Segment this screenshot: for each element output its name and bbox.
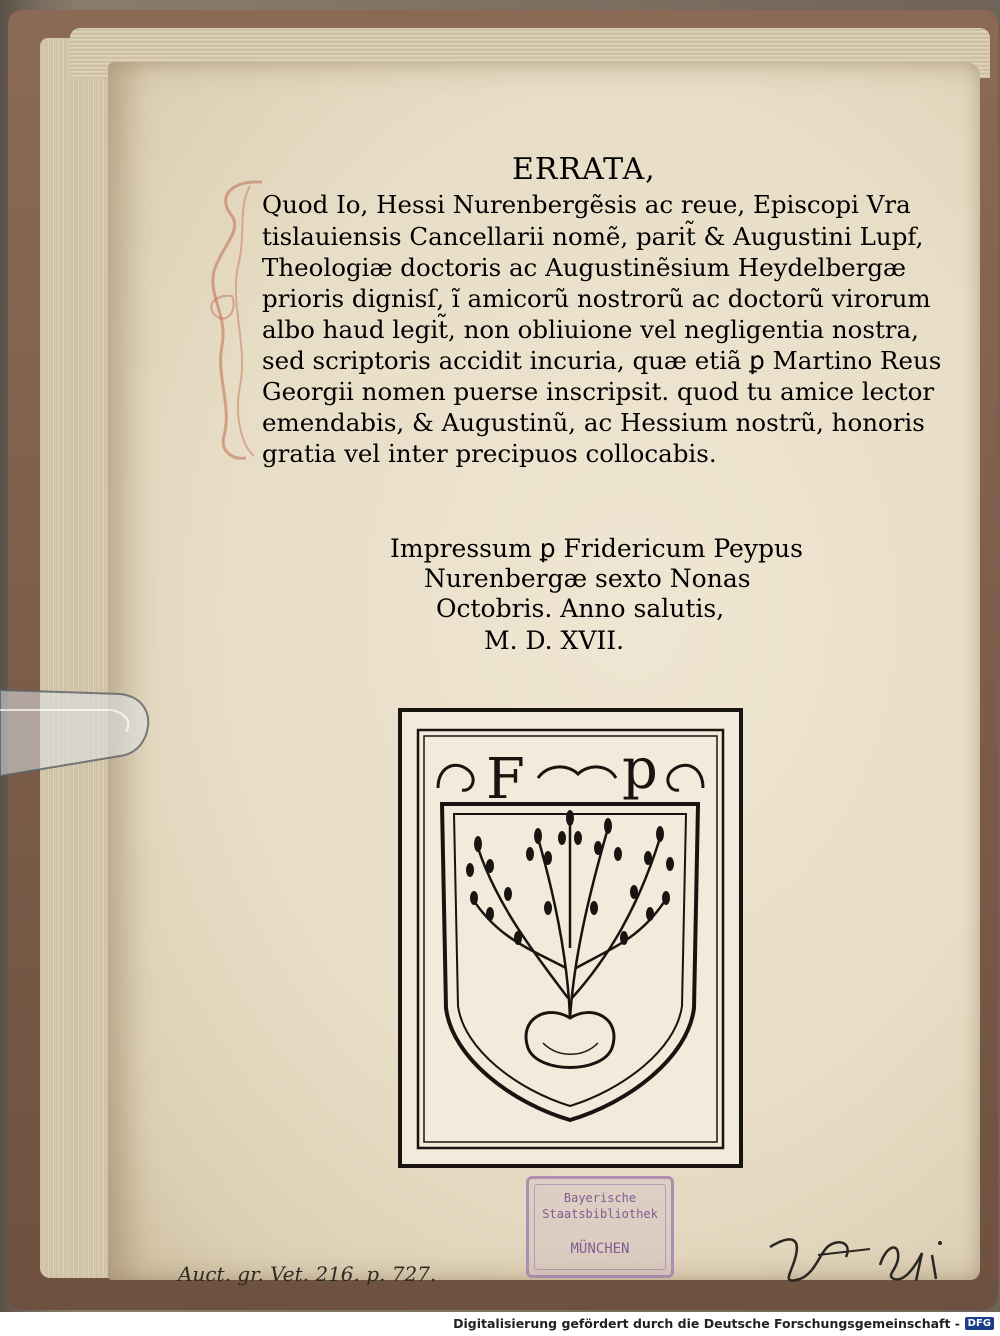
errata-line: Quod Io, Hessi Nurenbergẽsis ac reue, Episcopi Vra — [262, 190, 911, 219]
footer-bar — [0, 1312, 1000, 1336]
library-stamp — [526, 1176, 674, 1278]
printers-mark-woodcut — [398, 708, 743, 1168]
colophon-line: M. D. XVII. — [484, 626, 625, 655]
plastic-page-pointer — [0, 680, 150, 776]
mark-letter-p: p — [622, 737, 658, 802]
stamp-line: Bayerische — [563, 1191, 637, 1205]
colophon-line: Impressum ꝑ Fridericum Peypus — [390, 534, 803, 563]
stamp-line: Staatsbibliothek — [542, 1207, 658, 1221]
errata-line: albo haud legit̃, non obliuione vel negligentia nostra, — [262, 315, 919, 344]
handwritten-shelfmark: Auct. gr. Vet. 216. p. 727. — [178, 1262, 437, 1286]
errata-line: emendabis, & Augustinũ, ac Hessium nostrũ, honoris — [262, 408, 925, 437]
errata-line: Theologiæ doctoris ac Augustinẽsium Heydelbergæ — [262, 253, 907, 282]
errata-line: Georgii nomen puerse inscripsit. quod tu amice lector — [262, 377, 935, 406]
dfg-logo: DFG — [965, 1317, 994, 1330]
colophon-line: Nurenbergæ sexto Nonas — [424, 564, 751, 593]
errata-heading: ERRATA, — [512, 152, 656, 187]
handwritten-signature — [760, 1225, 960, 1295]
colophon-line: Octobris. Anno salutis, — [436, 594, 725, 623]
stamp-line: MÜNCHEN — [570, 1241, 630, 1257]
errata-line: sed scriptoris accidit incuria, quæ etiã ꝑ Martino Reus — [262, 346, 942, 375]
errata-line: tislauiensis Cancellarii nomẽ, parit̃ & Augustini Lupf, — [262, 222, 924, 251]
errata-line: prioris dignisſ, ĩ amicorũ nostrorũ ac doctorũ virorum — [262, 284, 931, 313]
mark-letter-f: F — [486, 747, 525, 812]
errata-line: gratia vel inter precipuos collocabis. — [262, 439, 717, 468]
footer-credit: Digitalisierung gefördert durch die Deutsche Forschungsgemeinschaft - — [453, 1316, 960, 1331]
